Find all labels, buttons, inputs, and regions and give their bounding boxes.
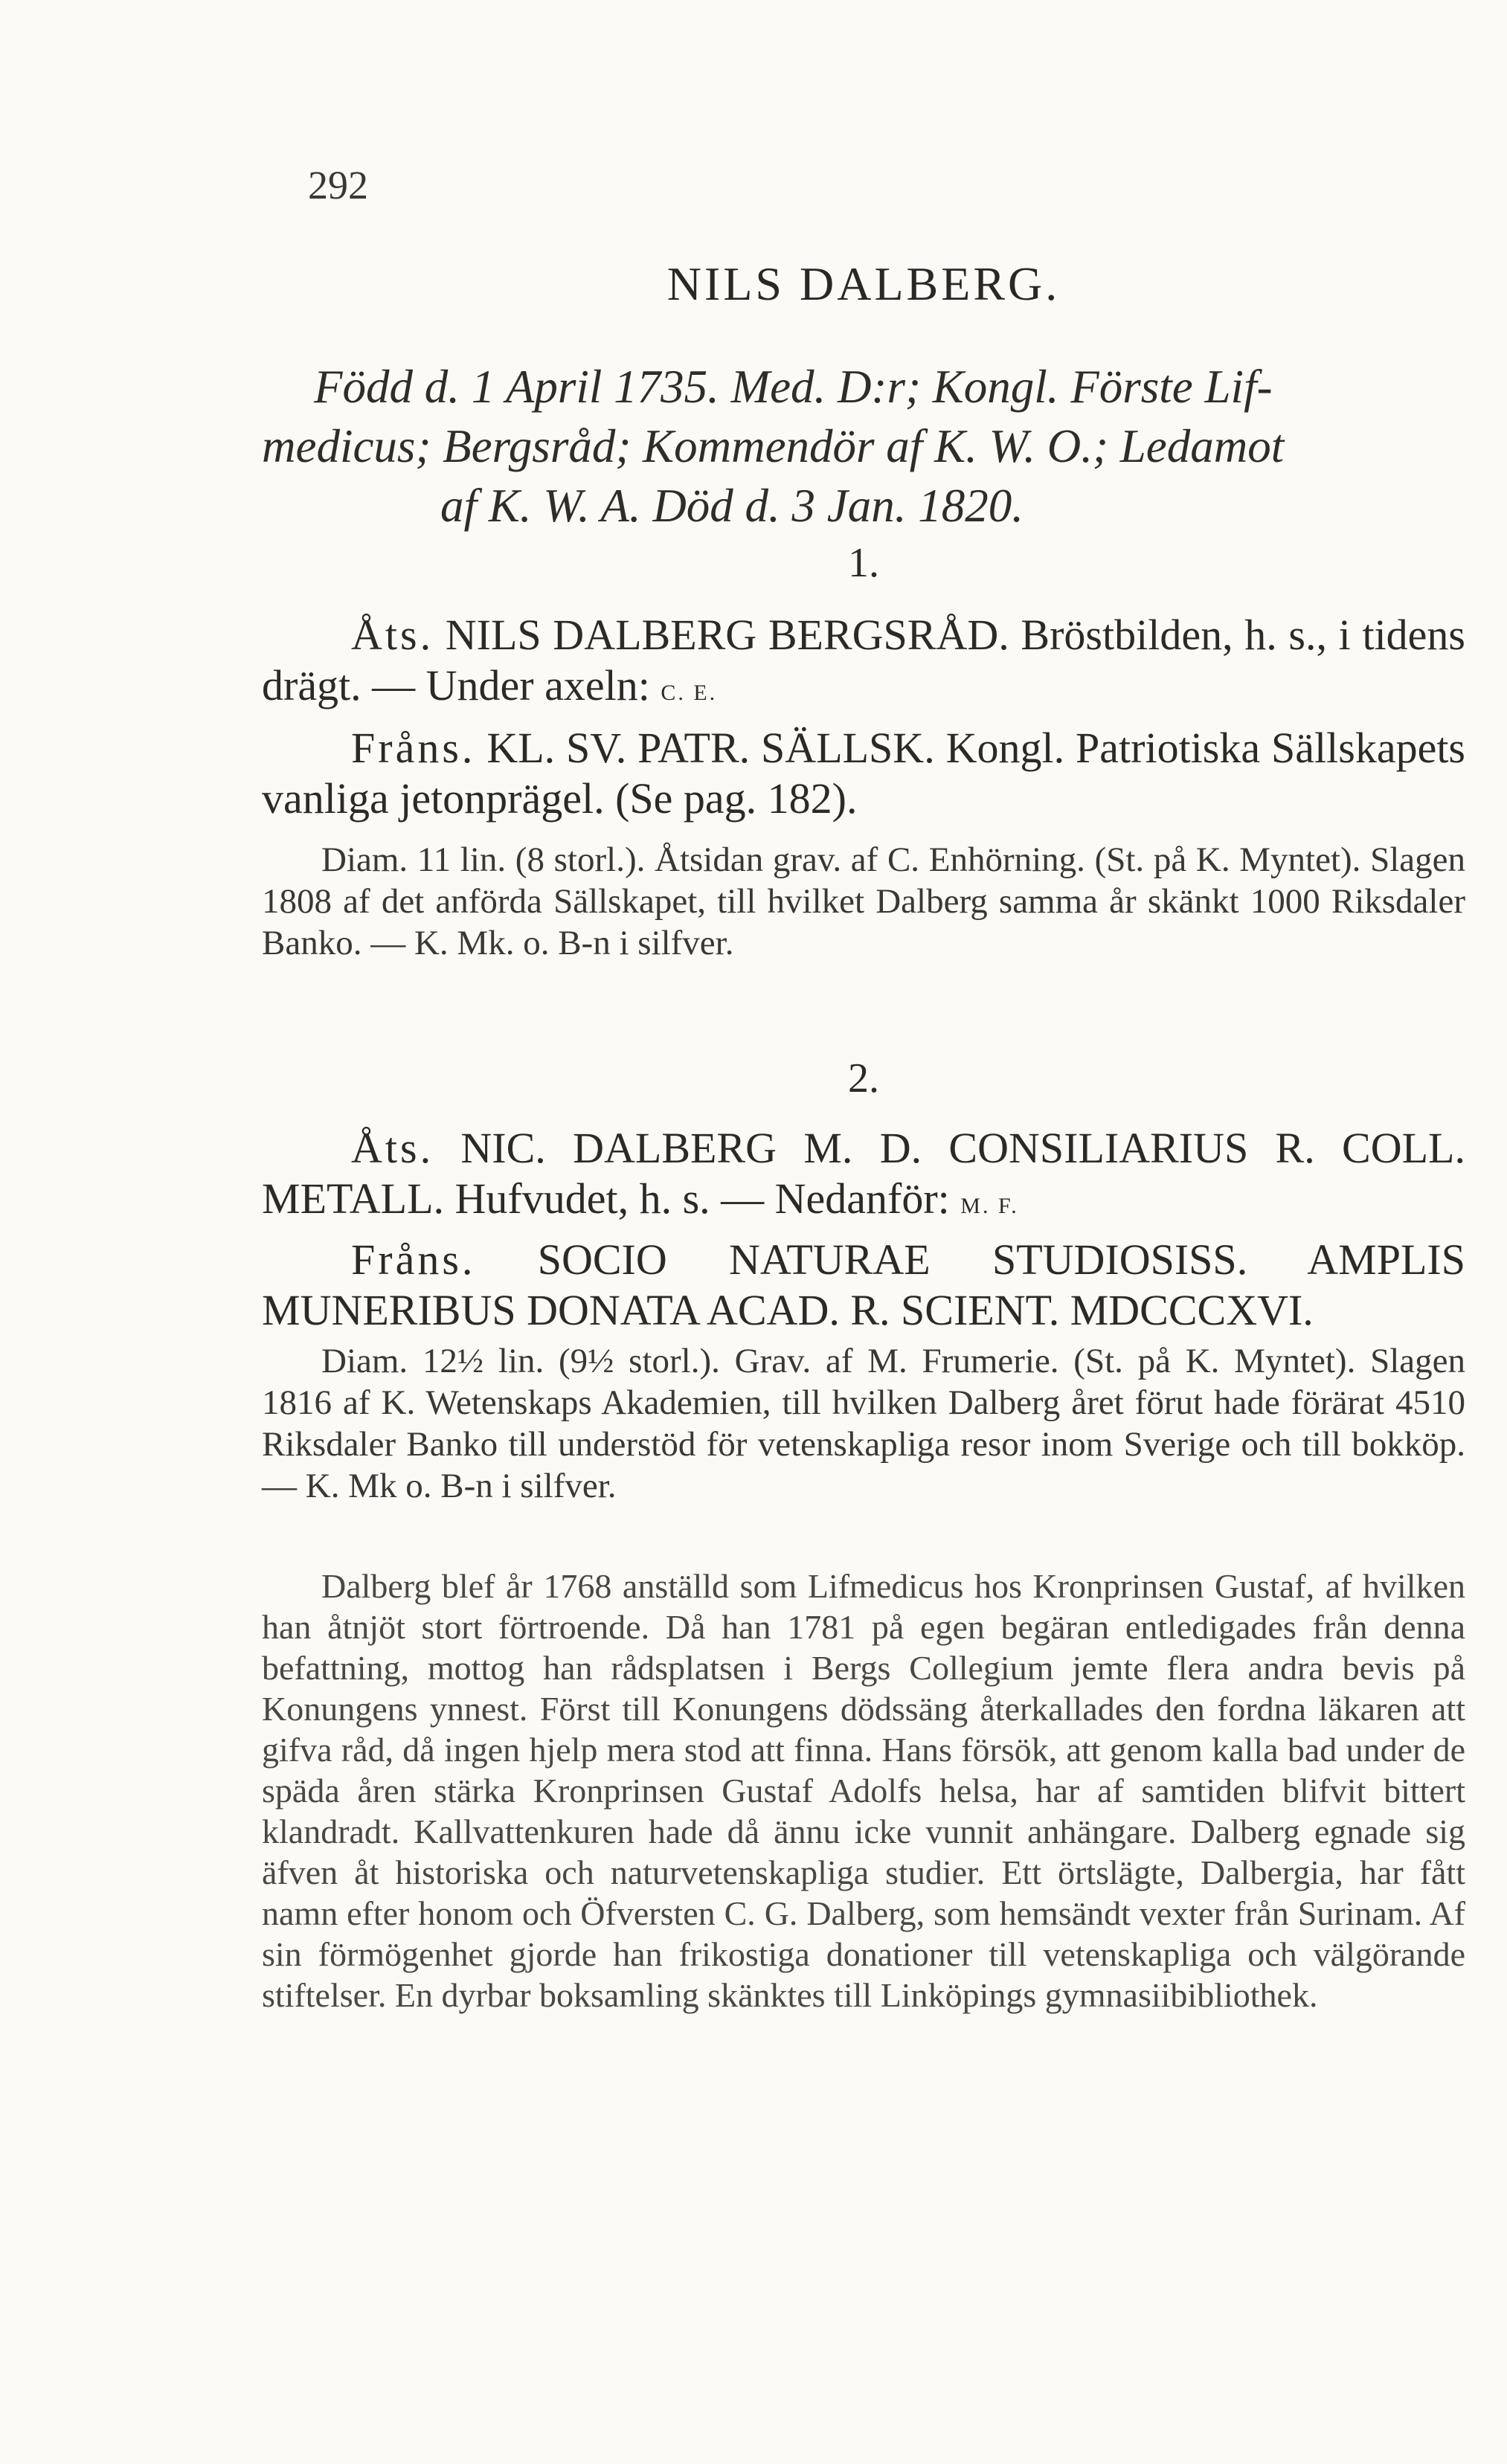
reverse-text: SOCIO NATURAE STUDIOSISS. AMPLIS MUNERIBUS DONATA ACAD. R. SCIENT. MDCCCXVI.: [262, 1235, 1465, 1334]
obverse-signature: C. E.: [661, 681, 718, 705]
bio-line: af K. W. A. Död d. 3 Jan. 1820.: [440, 480, 1024, 532]
biography-header: [262, 357, 1465, 535]
medal-reverse: [262, 1235, 1465, 1336]
medal-obverse: [262, 610, 1465, 718]
medal-reverse: [262, 723, 1465, 824]
bio-line: Född d. 1 April 1735. Med. D:r; Kongl. Förste Lif-: [314, 361, 1273, 413]
reverse-label: Fråns.: [351, 1235, 476, 1284]
book-page: [262, 0, 1465, 2464]
medal-details: [262, 1340, 1465, 1507]
page-title: NILS DALBERG.: [666, 257, 1061, 310]
medal-details: [262, 839, 1465, 964]
obverse-label: Åts.: [351, 1124, 434, 1172]
obverse-label: Åts.: [351, 611, 434, 659]
reverse-text: KL. SV. PATR. SÄLLSK. Kongl. Patriotiska Sällskapets vanliga jetonprägel. (Se pag. 182).: [262, 724, 1466, 823]
obverse-text: NILS DALBERG BERGSRÅD. Bröstbilden, h. s., i tidens drägt. — Under axeln:: [262, 611, 1465, 710]
medal-number: 2.: [848, 1055, 879, 1101]
obverse-signature: M. F.: [960, 1194, 1019, 1218]
details-text: Diam. 11 lin. (8 storl.). Åtsidan grav. af C. Enhörning. (St. på K. Myntet). Slagen 1808 af det anförda Sällskapet, till hvilket Dalberg samma år skänkt 1000 Riksdaler Banko. — K. Mk. o. B-n i silfver.: [262, 840, 1465, 962]
medal-obverse: [262, 1123, 1465, 1232]
biography-paragraph: Dalberg blef år 1768 anställd som Lifmedicus hos Kronprinsen Gustaf, af hvilken han åtnjöt stort förtroende. Då han 1781 på egen begäran entledigades från denna befattning, mottog han rådsplatsen i Bergs Collegium jemte flera andra bevis på Konungens ynnest. Först till Konungens dödssäng återkallades den fordna läkaren att gifva råd, då ingen hjelp mera stod att finna. Hans försök, att genom kalla bad under de späda åren stärka Kronprinsen Gustaf Adolfs helsa, har af samtiden blifvit bittert klandradt. Kallvattenkuren hade då ännu icke vunnit anhängare. Dalberg egnade sig äfven åt historiska och naturvetenskapliga studier. Ett örtslägte, Dalbergia, har fått namn efter honom och Öfversten C. G. Dalberg, som hemsändt vexter från Surinam. Af sin förmögenhet gjorde han frikostiga donationer till vetenskapliga och välgörande stiftelser. En dyrbar boksamling skänktes till Linköpings gymnasiibibliothek.: [262, 1567, 1465, 2014]
biography-text: [262, 1566, 1465, 2016]
medal-number: 1.: [848, 540, 879, 586]
obverse-text: NIC. DALBERG M. D. CONSILIARIUS R. COLL. METALL. Hufvudet, h. s. — Nedanför:: [262, 1124, 1465, 1223]
details-text: Diam. 12½ lin. (9½ storl.). Grav. af M. Frumerie. (St. på K. Myntet). Slagen 1816 af K. Wetenskaps Akademien, till hvilken Dalberg året förut hade förärat 4510 Riksdaler Banko till understöd för vetenskapliga resor inom Sverige och till bokköp. — K. Mk o. B-n i silfver.: [262, 1342, 1465, 1505]
bio-line: medicus; Bergsråd; Kommendör af K. W. O.; Ledamot: [262, 420, 1285, 472]
page-number: 292: [308, 163, 368, 208]
reverse-label: Fråns.: [351, 724, 476, 772]
